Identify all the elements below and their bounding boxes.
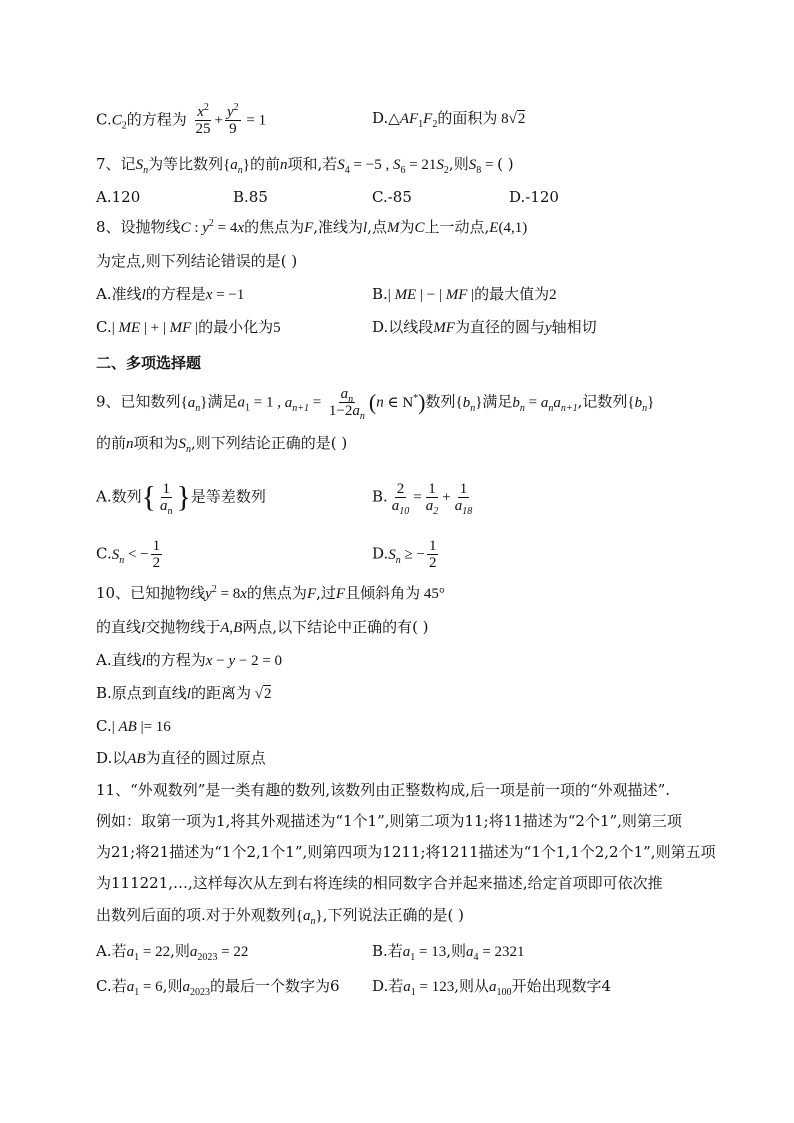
- q6-option-d: $D.\triangle AF_1F_2$的面积为 8√2: [372, 109, 526, 130]
- q10-stem-line2: 的直线l交抛物线于A,B两点,以下结论中正确的有( ): [96, 618, 429, 636]
- q11-stem-line4: 为111221,…,这样每次从左到右将连续的相同数字合并起来描述,给定首项即可依次推: [96, 874, 663, 892]
- q10-option-d: D.以AB为直径的圆过原点: [96, 749, 266, 767]
- q7-option-a: A.120: [96, 188, 141, 206]
- q10-stem-line1: 10、已知抛物线$y^2 = 8x$的焦点为F,过F且倾斜角为 45°: [96, 584, 445, 602]
- section-title: 二、多项选择题: [96, 354, 202, 372]
- q8-option-d: D.以线段MF为直径的圆与y轴相切: [372, 318, 597, 336]
- q11-stem-line1: 11、“外观数列”是一类有趣的数列,该数列由正整数构成,后一项是前一项的“外观描述”.: [96, 781, 671, 799]
- q7-option-c: C.-85: [372, 188, 412, 206]
- q10-option-a: A.直线l的方程为x − y − 2 = 0: [96, 651, 283, 669]
- q11-option-c: C.若$a_1 = 6$,则$a_{2023}$的最后一个数字为6: [96, 977, 340, 998]
- q9-option-a: A.数列{ $\frac{1}{a_n}$ }是等差数列: [96, 480, 266, 517]
- q7-stem: 7、记$S_n$为等比数列$\{a_n\}$的前n项和,若$S_4 = -5$ , $S_6 = 21S_2$,则$S_8$ = ( ): [96, 155, 514, 176]
- q11-stem-line5: 出数列后面的项.对于外观数列$\{a_n\}$,下列说法正确的是( ): [96, 906, 464, 927]
- q7-option-d: D.-120: [509, 188, 559, 206]
- q9-option-c: $C.S_n$ < − $\frac{1}{2}$: [96, 538, 161, 571]
- q10-option-b: B.原点到直线l的距离为 √2: [96, 684, 272, 702]
- q8-stem-line2: 为定点,则下列结论错误的是( ): [96, 252, 298, 270]
- q9-option-d: $D.S_n$ ≥ − $\frac{1}{2}$: [372, 538, 437, 571]
- q8-option-c: C.| ME | + | MF |的最小化为5: [96, 318, 281, 336]
- q11-stem-line3: 为21;将21描述为“1个2,1个1”,则第四项为1211;将1211描述为“1个1,1个2,2个1”,则第五项: [96, 843, 716, 861]
- q9-option-b: B. $\frac{2}{a_{10}}$ = $\frac{1}{a_2}$ + $\frac{1}{a_{18}}$: [372, 481, 473, 517]
- q10-option-c: C.| AB |= 16: [96, 717, 171, 735]
- q7-option-b: B.85: [233, 188, 268, 206]
- q11-option-d: D.若$a_1 = 123$,则从$a_{100}$开始出现数字4: [372, 977, 612, 998]
- q11-option-a: A.若$a_1 = 22$,则$a_{2023} = 22$: [96, 942, 249, 963]
- q8-option-a: A.准线l的方程是x = −1: [96, 285, 245, 303]
- q11-stem-line2: 例如：取第一项为1,将其外观描述为“1个1”,则第二项为11;将11描述为“2个1”,则第三项: [96, 812, 682, 830]
- q9-stem-line1: 9、已知数列$\{a_n\}$满足$a_1 = 1$ , $a_{n+1}$ = $\frac{a_n}{1-2a_n}$ (n ∈ N*)数列$\{b_n\}$满足$b_n = a_na_{n+1}$,记数列$\{b_n\}$: [96, 386, 655, 422]
- q8-option-b: B.| ME | − | MF |的最大值为2: [372, 285, 557, 303]
- q8-stem-line1: 8、设抛物线C : $y^2 = 4x$的焦点为F,准线为l,点M为C上一动点,E(4,1): [96, 218, 528, 236]
- q6-option-c: $C.C_2$的方程为 $\frac{x^2}{25}$ + $\frac{y^2}{9}$ = 1: [96, 102, 267, 137]
- q9-stem-line2: 的前n项和为$S_n$,则下列结论正确的是( ): [96, 434, 348, 455]
- q11-option-b: B.若$a_1 = 13$,则$a_4 = 2321$: [372, 942, 525, 963]
